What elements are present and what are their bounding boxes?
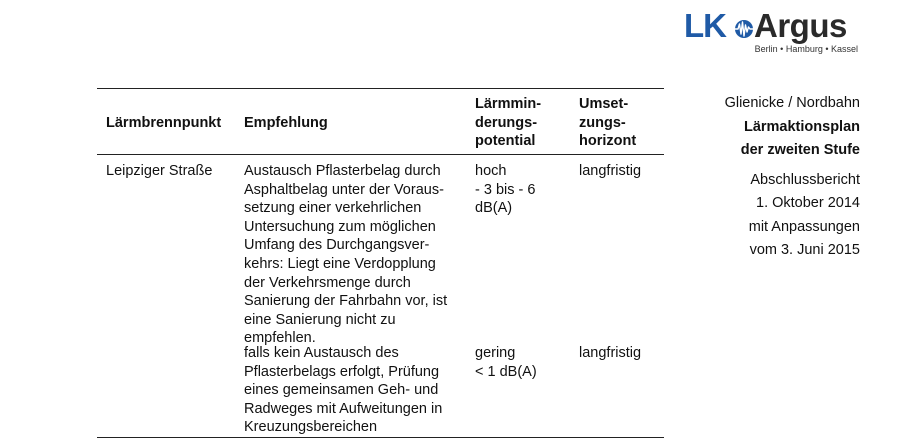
header-recommendation: Empfehlung xyxy=(244,115,328,131)
logo-lk-text: LK xyxy=(684,7,726,44)
logo-cities: Berlin • Hamburg • Kassel xyxy=(754,44,858,54)
report-note-line2: vom 3. Juni 2015 xyxy=(749,242,860,258)
header-potential: Lärmmin- derungs- potential xyxy=(475,96,542,150)
table-bottom-rule xyxy=(97,437,664,438)
report-title-line2: der zweiten Stufe xyxy=(740,142,860,158)
table-top-rule xyxy=(97,88,664,89)
company-logo xyxy=(684,8,860,58)
header-horizon: Umset- zungs- horizont xyxy=(579,96,637,150)
row1-recommendation: Austausch Pflasterbelag durch Asphaltbelag unter der Voraus- setzung einer verkehrlichen Untersuchung zum möglichen Umfang des Durchgangsver- kehrs: Liegt eine Verdopplung der Verkehrsmenge durch Sanierung der Fahrbahn vor, ist eine Sanierung nicht zu empfehlen. xyxy=(244,163,448,347)
logo-argus-text: Argus xyxy=(754,7,847,44)
report-date: 1. Oktober 2014 xyxy=(756,195,860,211)
report-location: Glienicke / Nordbahn xyxy=(724,95,860,111)
row2-potential: gering < 1 dB(A) xyxy=(475,345,537,380)
report-note-line1: mit Anpassungen xyxy=(748,218,860,235)
row1-potential: hoch - 3 bis - 6 dB(A) xyxy=(475,163,536,217)
header-bottom-rule xyxy=(97,154,664,155)
report-doc-type: Abschlussbericht xyxy=(750,171,860,188)
row2-recommendation: falls kein Austausch des Pflasterbelags erfolgt, Prüfung eines gemeinsamen Geh- und Radweges mit Aufweitungen in Kreuzungsbereichen xyxy=(244,345,443,436)
row1-horizon: langfristig xyxy=(579,163,642,179)
row1-hotspot: Leipziger Straße xyxy=(106,163,213,179)
row2-horizon: langfristig xyxy=(579,345,642,361)
soundwave-icon xyxy=(732,19,756,39)
header-hotspot: Lärmbrennpunkt xyxy=(106,115,222,131)
report-title-line1: Lärmaktionsplan xyxy=(743,118,860,135)
report-info xyxy=(600,92,860,263)
